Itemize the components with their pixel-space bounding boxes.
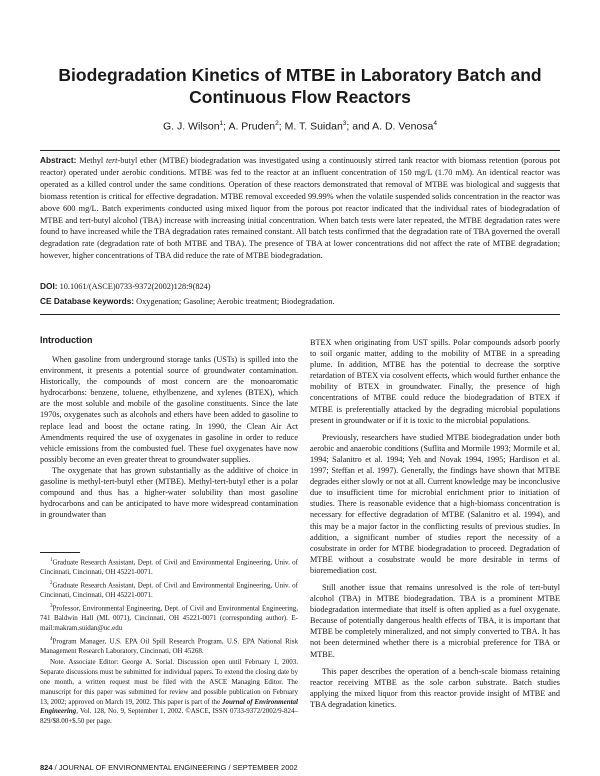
doi-value[interactable]: 10.1061/(ASCE)0733-9372(2002)128:9(824): [59, 282, 211, 291]
footnote-mark: 1: [50, 558, 53, 563]
right-paragraph: This paper describes the operation of a bench-scale biomass retaining reactor receiving MTBE as the sole carbon substrate. Batch studies applying the mixed liquor from this reactor provide insight of MTBE and TBA degradation kinetics.: [310, 666, 560, 709]
footnote-rule: [40, 552, 80, 553]
keywords-line: [40, 296, 560, 306]
footnote-mark: 3: [50, 603, 53, 609]
footnote: [40, 602, 298, 634]
author-affiliation-mark: 4: [433, 120, 438, 127]
keywords-value: Oxygenation; Gasoline; Aerobic treatment; Biodegradation.: [136, 297, 335, 306]
top-rule: [40, 150, 560, 151]
author-name: A. Pruden: [228, 120, 276, 133]
note-text: Note. Associate Editor: George A. Sorial. Discussion open until February 1, 2003. Separate discussions must be submitted for individual papers. To extend the closing date by one month, a written request must be filed with the ASCE Managing Editor. The manuscript for this paper was submitted for review and possible publication on February 13, 2002; approved on March 19, 2002. This paper is part of the: [40, 658, 298, 706]
author-separator: ;: [223, 120, 229, 133]
right-paragraph: BTEX when originating from UST spills. Polar compounds adsorb poorly to soil organic matter, adding to the mobility of MTBE in a spreading plume. In addition, MTBE has the potential to decrease the sorptive retardation of BTEX via cosolvent effects, which would further enhance the mobility of BTEX in groundwater. Finally, the presence of high concentrations of MTBE could reduce the biodegradation of BTEX if MTBE is preferentially attacked by the degrading microbial populations present in groundwater or if it is toxic to the microbial populations.: [310, 338, 560, 425]
footnote-text: Graduate Research Assistant, Dept. of Civil and Environmental Engineering, Univ. of Cincinnati, Cincinnati, OH 45221-0071.: [40, 558, 298, 577]
author-affiliation-mark: 2: [275, 120, 279, 127]
left-paragraph: The oxygenate that has grown substantially as the additive of choice in gasoline is methyl-tert-butyl ether (MTBE). Methyl-tert-butyl ether is a polar compound and thus has a higher-water solubility than most gasoline hydrocarbons and can be anticipated to have more widespread contamination in groundwater than: [40, 465, 298, 520]
page-number: 824: [40, 763, 53, 772]
footnote: [40, 579, 298, 601]
footnotes: [40, 556, 298, 728]
author-separator: ;: [278, 120, 285, 133]
author-affiliation-mark: 3: [342, 120, 347, 127]
right-column: [310, 337, 560, 710]
author-list: [40, 120, 560, 133]
abstract-pre: Methyl: [79, 156, 106, 165]
footnote-text: Graduate Research Assistant, Dept. of Civil and Environmental Engineering, Univ. of Cincinnati, Cincinnati, OH 45221-0071.: [40, 581, 298, 600]
author-name: M. T. Suidan: [284, 120, 343, 133]
section-title-introduction: Introduction: [40, 335, 93, 345]
doi-label: DOI:: [40, 281, 58, 291]
left-column: [40, 354, 298, 520]
note-journal: Journal of Environmental Engineering: [40, 697, 298, 716]
footnote: [40, 635, 298, 657]
right-paragraph: Still another issue that remains unresolved is the role of tert-butyl alcohol (TBA) in MTBE biodegradation. TBA is a prominent MTBE biodegradation intermediate that itself is often applied as a fuel oxygenate. Because of potentially dangerous health effects of TBA, it is important that MTBE be completely mineralized, and not simply converted to TBA. It has not been determined whether there is a microbial preference for TBA or MTBE.: [310, 582, 560, 659]
abstract: [40, 155, 560, 262]
author-name: A. D. Venosa: [372, 120, 434, 133]
doi-line: [40, 281, 560, 291]
abstract-label: Abstract:: [40, 155, 77, 165]
left-paragraph: When gasoline from underground storage tanks (USTs) is spilled into the environment, it presents a potential source of groundwater contamination. Historically, the compounds of most concern are the monoaromatic hydrocarbons: benzene, toluene, ethylbenzene, and xylenes (BTEX), which are the most soluble and mobile of the gasoline constituents. Since the late 1970s, oxygenates such as alcohols and ethers have been added to gasoline to replace lead and boost the octane rating. In 1990, the Clean Air Act Amendments required the use of oxygenates in gasoline in order to reduce vehicle emissions from the combusted fuel. These fuel oxygenates have now possibly become an even greater threat to groundwater supplies.: [40, 355, 298, 464]
keywords-label: CE Database keywords:: [40, 296, 135, 306]
right-paragraph: Previously, researchers have studied MTBE biodegradation under both aerobic and anaerobic conditions (Suflita and Mormile 1993; Mormile et al. 1994; Salanitro et al. 1994; Yeh and Novak 1994, 1995; Hardison et al. 1997; Steffan et al. 1997). Generally, the findings have shown that MTBE degrades either slowly or not at all. Current knowledge may be inconclusive due to insufficient time for microbial enrichment prior to initiation of studies. There is reasonable evidence that a high-biomass concentration is necessary for effective degradation of MTBE (Salanitro et al. 1994), and this may be a major factor in the conflicting results of previous studies. In addition, a significant number of studies report the necessity of a cosubstrate in order for MTBE biodegradation to proceed. Degradation of MTBE without a cosubstrate would be more desirable in terms of bioremediation cost.: [310, 432, 560, 575]
editorial-note: [40, 658, 298, 727]
paper-title: Biodegradation Kinetics of MTBE in Laboratory Batch and Continuous Flow Reactors: [58, 65, 542, 107]
note-tail: , Vol. 128, No. 9, September 1, 2002. ©ASCE, ISSN 0733-9372/2002/9-824–829/$8.00+$.50 per page.: [40, 707, 298, 726]
footnote-text: Program Manager, U.S. EPA Oil Spill Research Program, U.S. EPA National Risk Management Research Laboratory, Cincinnati, OH 45268.: [40, 636, 298, 655]
page-footer: [40, 763, 298, 772]
abstract-tert: tert: [105, 156, 118, 165]
footnote-mark: 2: [50, 580, 53, 586]
author-affiliation-mark: 1: [219, 120, 224, 127]
footnote-mark: 4: [50, 636, 53, 642]
footnote: [40, 556, 298, 578]
author-separator: ; and: [346, 120, 373, 133]
footnote-text: Professor, Environmental Engineering, Dept. of Civil and Environmental Engineering, 741 Baldwin Hall (ML 0071), Cincinnati, OH 45221-0071 (corresponding author). E-mail:makram.suidan@uc.edu: [40, 604, 298, 632]
author-name: G. J. Wilson: [162, 120, 220, 133]
bottom-rule: [40, 314, 560, 315]
abstract-text: -butyl ether (MTBE) biodegradation was investigated using a continuously stirred tank reactor with biomass retention (porous pot reactor) operated under aerobic conditions. MTBE was fed to the reactor at an influent concentration of 150 mg/L (1.70 mM). An identical reactor was operated as a killed control under the same conditions. Operation of these reactors demonstrated that removal of MTBE was biological and suggests that biomass retention is critical for effective degradation. MTBE removal exceeded 99.99% when the volatile suspended solids concentration in the reactor was above 600 mg/L. Batch experiments conducted using mixed liquor from the porous pot reactor indicated that the individual rates of biodegradation of MTBE and tert-butyl alcohol (TBA) increase with increasing initial concentration. When batch tests were later repeated, the MTBE degradation rates were found to have increased while the TBA degradation rates remained constant. All batch tests confirmed that the degradation rate of TBA governed the overall degradation rate (degradation rate of both MTBE and TBA). The presence of TBA at lower concentrations did not affect the rate of MTBE degradation; however, higher concentrations of TBA did reduce the rate of MTBE biodegradation.: [40, 156, 561, 261]
journal-running-head: / JOURNAL OF ENVIRONMENTAL ENGINEERING / SEPTEMBER 2002: [54, 763, 298, 772]
